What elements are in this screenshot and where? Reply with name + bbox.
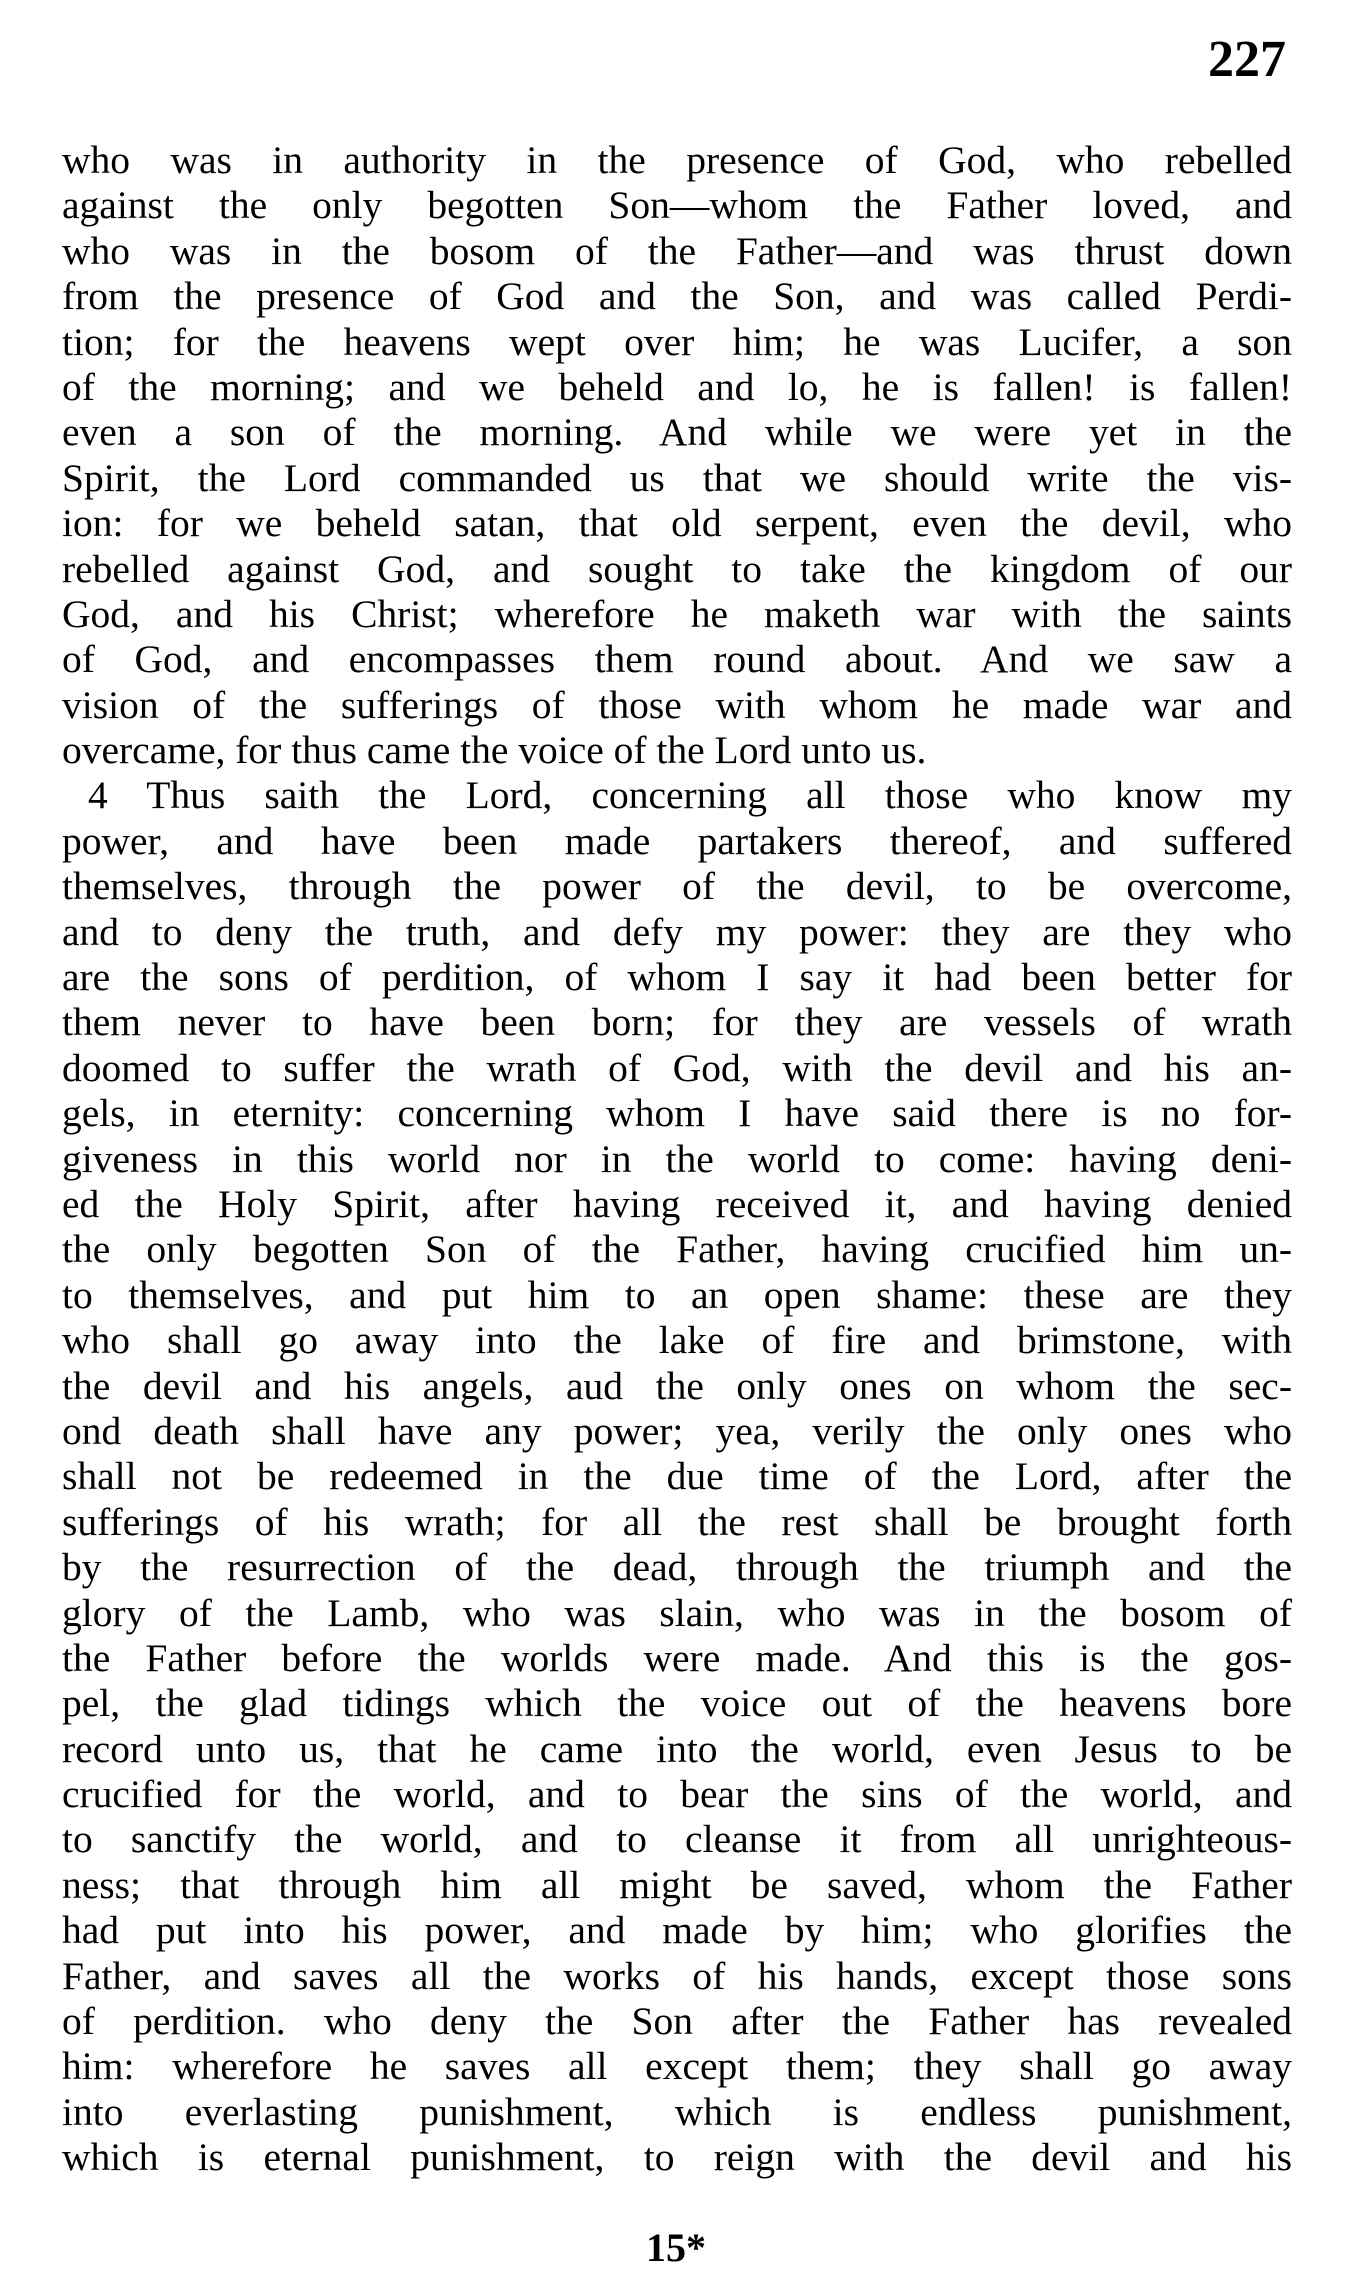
text-line: against the only begotten Son—whom the Father loved, and bbox=[62, 183, 1292, 228]
text-line: and to deny the truth, and defy my power: they are they who bbox=[62, 909, 1292, 954]
text-line: the only begotten Son of the Father, having crucified him un- bbox=[62, 1227, 1292, 1272]
text-line: crucified for the world, and to bear the sins of the world, and bbox=[62, 1772, 1292, 1817]
text-line: 4 Thus saith the Lord, concerning all those who know my bbox=[88, 773, 1292, 818]
text-line: who was in the bosom of the Father—and was thrust down bbox=[62, 228, 1292, 273]
text-line: tion; for the heavens wept over him; he was Lucifer, a son bbox=[62, 319, 1292, 364]
text-line: doomed to suffer the wrath of God, with the devil and his an- bbox=[62, 1045, 1292, 1090]
text-line: God, and his Christ; wherefore he maketh war with the saints bbox=[62, 591, 1292, 636]
text-line: gels, in eternity: concerning whom I have said there is no for- bbox=[62, 1091, 1292, 1136]
text-line: ness; that through him all might be saved, whom the Father bbox=[62, 1862, 1292, 1907]
paragraph-1 bbox=[62, 138, 1292, 773]
text-line: power, and have been made partakers thereof, and suffered bbox=[62, 818, 1292, 863]
text-line: overcame, for thus came the voice of the Lord unto us. bbox=[62, 728, 927, 773]
text-line: Father, and saves all the works of his hands, except those sons bbox=[62, 1953, 1292, 1998]
text-line: themselves, through the power of the devil, to be overcome, bbox=[62, 864, 1292, 909]
text-line: pel, the glad tidings which the voice out of the heavens bore bbox=[62, 1681, 1292, 1726]
text-line: the devil and his angels, aud the only ones on whom the sec- bbox=[62, 1363, 1292, 1408]
text-line: of the morning; and we beheld and lo, he is fallen! is fallen! bbox=[62, 364, 1292, 409]
text-line: Spirit, the Lord commanded us that we should write the vis- bbox=[62, 455, 1292, 500]
text-line: him: wherefore he saves all except them; they shall go away bbox=[62, 2044, 1292, 2089]
text-line: ond death shall have any power; yea, verily the only ones who bbox=[62, 1408, 1292, 1453]
body-text bbox=[62, 138, 1292, 2181]
text-line: to themselves, and put him to an open shame: these are they bbox=[62, 1272, 1292, 1317]
text-line: the Father before the worlds were made. And this is the gos- bbox=[62, 1635, 1292, 1680]
text-line: had put into his power, and made by him; who glorifies the bbox=[62, 1908, 1292, 1953]
page-number: 227 bbox=[1208, 31, 1286, 88]
text-line: glory of the Lamb, who was slain, who was in the bosom of bbox=[62, 1590, 1292, 1635]
signature-mark: 15* bbox=[646, 2225, 706, 2270]
text-line: record unto us, that he came into the world, even Jesus to be bbox=[62, 1726, 1292, 1771]
text-line: giveness in this world nor in the world to come: having deni- bbox=[62, 1136, 1292, 1181]
text-line: to sanctify the world, and to cleanse it from all unrighteous- bbox=[62, 1817, 1292, 1862]
text-line: of perdition. who deny the Son after the Father has revealed bbox=[62, 1999, 1292, 2044]
text-line: from the presence of God and the Son, and was called Perdi- bbox=[62, 274, 1292, 319]
text-line: rebelled against God, and sought to take the kingdom of our bbox=[62, 546, 1292, 591]
text-line: who shall go away into the lake of fire and brimstone, with bbox=[62, 1318, 1292, 1363]
text-line: them never to have been born; for they are vessels of wrath bbox=[62, 1000, 1292, 1045]
text-line: ion: for we beheld satan, that old serpent, even the devil, who bbox=[62, 501, 1292, 546]
text-line: of God, and encompasses them round about. And we saw a bbox=[62, 637, 1292, 682]
text-line: even a son of the morning. And while we were yet in the bbox=[62, 410, 1292, 455]
text-line: by the resurrection of the dead, through the triumph and the bbox=[62, 1545, 1292, 1590]
text-line: sufferings of his wrath; for all the rest shall be brought forth bbox=[62, 1499, 1292, 1544]
paragraph-2 bbox=[62, 773, 1292, 2180]
text-line: shall not be redeemed in the due time of the Lord, after the bbox=[62, 1454, 1292, 1499]
text-line: into everlasting punishment, which is endless punishment, bbox=[62, 2089, 1292, 2134]
text-line: which is eternal punishment, to reign with the devil and his bbox=[62, 2135, 1292, 2180]
text-line: are the sons of perdition, of whom I say it had been better for bbox=[62, 955, 1292, 1000]
text-line: who was in authority in the presence of God, who rebelled bbox=[62, 138, 1292, 182]
text-line: ed the Holy Spirit, after having received it, and having denied bbox=[62, 1181, 1292, 1226]
text-line: vision of the sufferings of those with whom he made war and bbox=[62, 682, 1292, 727]
